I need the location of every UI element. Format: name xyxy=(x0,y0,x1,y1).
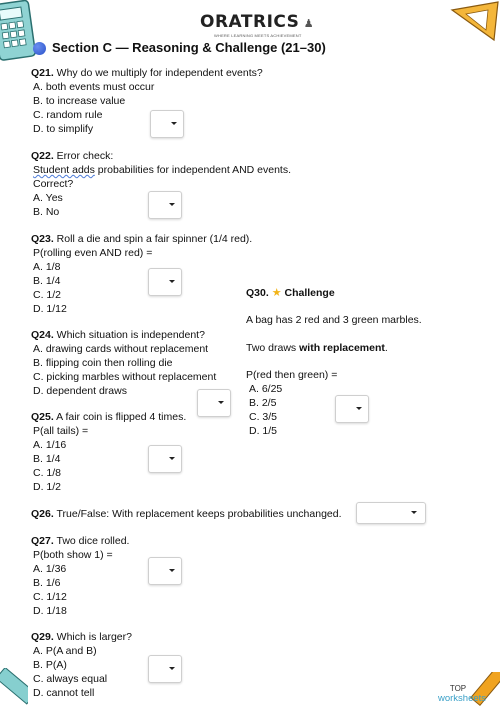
answer-dropdown-q25[interactable] xyxy=(148,445,182,473)
question-q22-detail: Student adds probabilities for independent AND events. xyxy=(33,164,292,176)
option: B. to increase value xyxy=(33,95,126,107)
question-q25: Q25. A fair coin is flipped 4 times. xyxy=(31,411,187,423)
question-q25-prompt: P(all tails) = xyxy=(33,425,89,437)
answer-dropdown-q29[interactable] xyxy=(148,655,182,683)
option: C. 1/2 xyxy=(33,289,62,301)
option: D. 1/12 xyxy=(33,303,67,315)
protractor-icon xyxy=(448,0,500,44)
option: D. 1/2 xyxy=(33,481,62,493)
calculator-icon xyxy=(0,0,36,62)
option: D. dependent draws xyxy=(33,385,127,397)
answer-dropdown-q21[interactable] xyxy=(150,110,184,138)
brand-logo: ORATRICS ♟ xyxy=(200,12,315,32)
option: A. Yes xyxy=(33,192,63,204)
star-icon: ★ xyxy=(271,287,282,299)
option: B. 1/4 xyxy=(33,453,61,465)
option: A. 1/36 xyxy=(33,563,67,575)
option: C. 3/5 xyxy=(249,411,278,423)
question-q21: Q21. Why do we multiply for independent events? xyxy=(31,67,263,79)
question-q27-prompt: P(both show 1) = xyxy=(33,549,113,561)
option: D. 1/18 xyxy=(33,605,67,617)
question-q30-condition: Two draws with replacement. xyxy=(246,342,388,354)
question-q23: Q23. Roll a die and spin a fair spinner (1/4 red). xyxy=(31,233,253,245)
option: A. 1/16 xyxy=(33,439,67,451)
question-q22-prompt: Correct? xyxy=(33,178,74,190)
option: C. always equal xyxy=(33,673,108,685)
question-q27: Q27. Two dice rolled. xyxy=(31,535,130,547)
option: B. P(A) xyxy=(33,659,67,671)
option: A. 6/25 xyxy=(249,383,283,395)
option: A. 1/8 xyxy=(33,261,61,273)
question-q26: Q26. True/False: With replacement keeps probabilities unchanged. xyxy=(31,508,342,520)
option: C. random rule xyxy=(33,109,103,121)
option: B. No xyxy=(33,206,60,218)
option: B. 1/4 xyxy=(33,275,61,287)
section-bullet-icon xyxy=(33,42,46,55)
option: A. drawing cards without replacement xyxy=(33,343,209,355)
question-q30-prompt: P(red then green) = xyxy=(246,369,338,381)
option: C. 1/8 xyxy=(33,467,62,479)
watermark: TOP worksheets xyxy=(438,684,487,704)
option: B. 1/6 xyxy=(33,577,61,589)
section-title: Section C — Reasoning & Challenge (21–30) xyxy=(52,40,326,55)
option: A. P(A and B) xyxy=(33,645,97,657)
answer-dropdown-q22[interactable] xyxy=(148,191,182,219)
option: C. 1/12 xyxy=(33,591,67,603)
ruler-left-icon xyxy=(0,668,28,708)
option: C. picking marbles without replacement xyxy=(33,371,217,383)
answer-dropdown-q30[interactable] xyxy=(335,395,369,423)
question-q23-prompt: P(rolling even AND red) = xyxy=(33,247,153,259)
option: D. cannot tell xyxy=(33,687,95,699)
answer-dropdown-q23[interactable] xyxy=(148,268,182,296)
answer-dropdown-q26[interactable] xyxy=(356,502,426,524)
question-q22: Q22. Error check: xyxy=(31,150,114,162)
option: D. 1/5 xyxy=(249,425,278,437)
answer-dropdown-q24[interactable] xyxy=(197,389,231,417)
question-q29: Q29. Which is larger? xyxy=(31,631,132,643)
brand-tagline: WHERE LEARNING MEETS ACHIEVEMENT xyxy=(214,33,302,38)
question-q30-text: A bag has 2 red and 3 green marbles. xyxy=(246,314,422,326)
option: B. 2/5 xyxy=(249,397,277,409)
question-q24: Q24. Which situation is independent? xyxy=(31,329,205,341)
question-q30: Q30. ★ Challenge xyxy=(246,287,335,299)
option: D. to simplify xyxy=(33,123,94,135)
option: B. flipping coin then rolling die xyxy=(33,357,173,369)
answer-dropdown-q27[interactable] xyxy=(148,557,182,585)
option: A. both events must occur xyxy=(33,81,155,93)
